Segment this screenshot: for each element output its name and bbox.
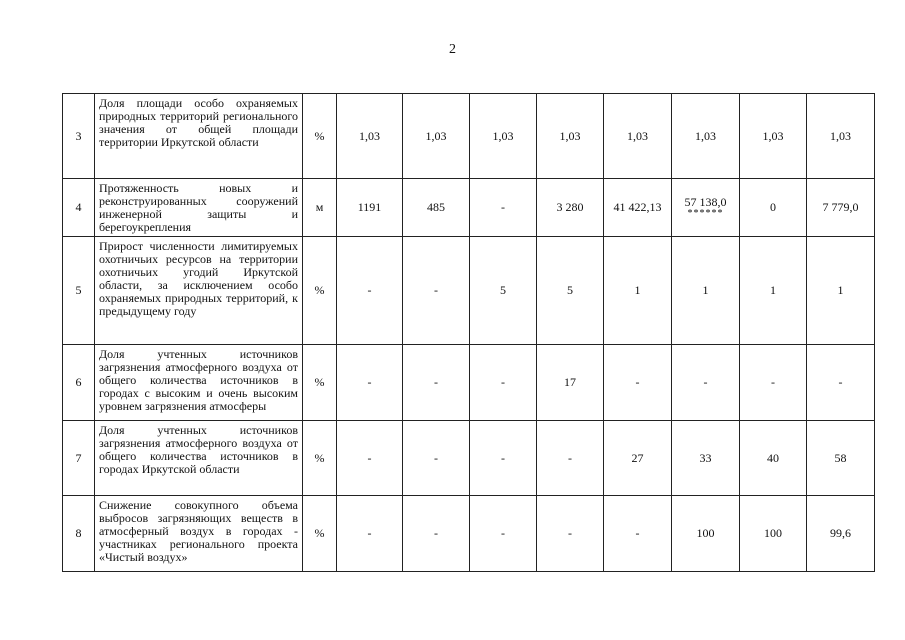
table-row <box>63 421 875 496</box>
indicator-name: Прирост численности лимитируемых охотничьих ресурсов на территории охотничьих угодий Иркутской области, за исключением особо охраняемых природных территорий, к предыдущему году <box>95 237 303 345</box>
indicator-name: Доля учтенных источников загрязнения атмосферного воздуха от общего количества источников в городах с высоким и очень высоким уровнем загрязнения атмосферы <box>95 345 303 421</box>
value-cell: 1,03 <box>470 94 537 179</box>
row-number: 7 <box>63 421 95 496</box>
value-cell: 58 <box>807 421 875 496</box>
unit-cell: % <box>303 237 337 345</box>
value-cell: - <box>604 345 672 421</box>
value-cell: 1 <box>740 237 807 345</box>
value-cell: - <box>337 496 403 572</box>
value-cell: 1191 <box>337 179 403 237</box>
unit-cell: м <box>303 179 337 237</box>
value-cell: 1,03 <box>807 94 875 179</box>
value-cell: - <box>337 421 403 496</box>
indicators-table <box>62 93 875 572</box>
value-cell: 1,03 <box>403 94 470 179</box>
value-cell: - <box>470 496 537 572</box>
value-cell: 33 <box>672 421 740 496</box>
value-cell: - <box>672 345 740 421</box>
value-cell: - <box>470 421 537 496</box>
value-cell: 41 422,13 <box>604 179 672 237</box>
unit-cell: % <box>303 421 337 496</box>
row-number: 3 <box>63 94 95 179</box>
value-cell: 100 <box>740 496 807 572</box>
unit-cell: % <box>303 94 337 179</box>
value-cell: - <box>403 237 470 345</box>
value-cell: 1 <box>807 237 875 345</box>
indicator-name: Доля площади особо охраняемых природных территорий регионального значения от общей площади территории Иркутской области <box>95 94 303 179</box>
value-cell: - <box>807 345 875 421</box>
table-row <box>63 496 875 572</box>
value-cell: 27 <box>604 421 672 496</box>
value-cell: - <box>403 496 470 572</box>
value-cell: 99,6 <box>807 496 875 572</box>
value-cell: 7 779,0 <box>807 179 875 237</box>
indicator-name: Протяженность новых и реконструированных сооружений инженерной защиты и берегоукрепления <box>95 179 303 237</box>
value-cell: - <box>470 345 537 421</box>
unit-cell: % <box>303 345 337 421</box>
table-row <box>63 94 875 179</box>
value-cell: 5 <box>537 237 604 345</box>
value-cell <box>672 179 740 237</box>
table-row <box>63 179 875 237</box>
table-row <box>63 237 875 345</box>
table-row <box>63 345 875 421</box>
value-cell: - <box>337 237 403 345</box>
value-cell: 3 280 <box>537 179 604 237</box>
value-cell: - <box>740 345 807 421</box>
value-text: 57 138,0 <box>684 195 727 209</box>
indicator-name: Снижение совокупного объема выбросов загрязняющих веществ в атмосферный воздух в городах - участниках регионального проекта «Чистый воздух» <box>95 496 303 572</box>
footnote-marker: ****** <box>687 208 724 219</box>
page-number: 2 <box>449 42 456 57</box>
value-cell: 100 <box>672 496 740 572</box>
row-number: 6 <box>63 345 95 421</box>
value-cell: 1 <box>604 237 672 345</box>
value-cell: 1,03 <box>537 94 604 179</box>
value-cell: 0 <box>740 179 807 237</box>
unit-cell: % <box>303 496 337 572</box>
value-cell: 1,03 <box>337 94 403 179</box>
value-cell: - <box>604 496 672 572</box>
value-cell: 17 <box>537 345 604 421</box>
value-cell: 40 <box>740 421 807 496</box>
value-cell: - <box>537 421 604 496</box>
value-cell: 1,03 <box>740 94 807 179</box>
value-cell: - <box>537 496 604 572</box>
value-cell: 485 <box>403 179 470 237</box>
row-number: 8 <box>63 496 95 572</box>
value-cell: - <box>470 179 537 237</box>
value-cell: 5 <box>470 237 537 345</box>
value-cell: 1,03 <box>604 94 672 179</box>
indicator-name: Доля учтенных источников загрязнения атмосферного воздуха от общего количества источников в городах Иркутской области <box>95 421 303 496</box>
value-cell: - <box>403 345 470 421</box>
value-cell: 1 <box>672 237 740 345</box>
row-number: 5 <box>63 237 95 345</box>
value-cell: - <box>403 421 470 496</box>
value-cell: - <box>337 345 403 421</box>
row-number: 4 <box>63 179 95 237</box>
value-cell: 1,03 <box>672 94 740 179</box>
